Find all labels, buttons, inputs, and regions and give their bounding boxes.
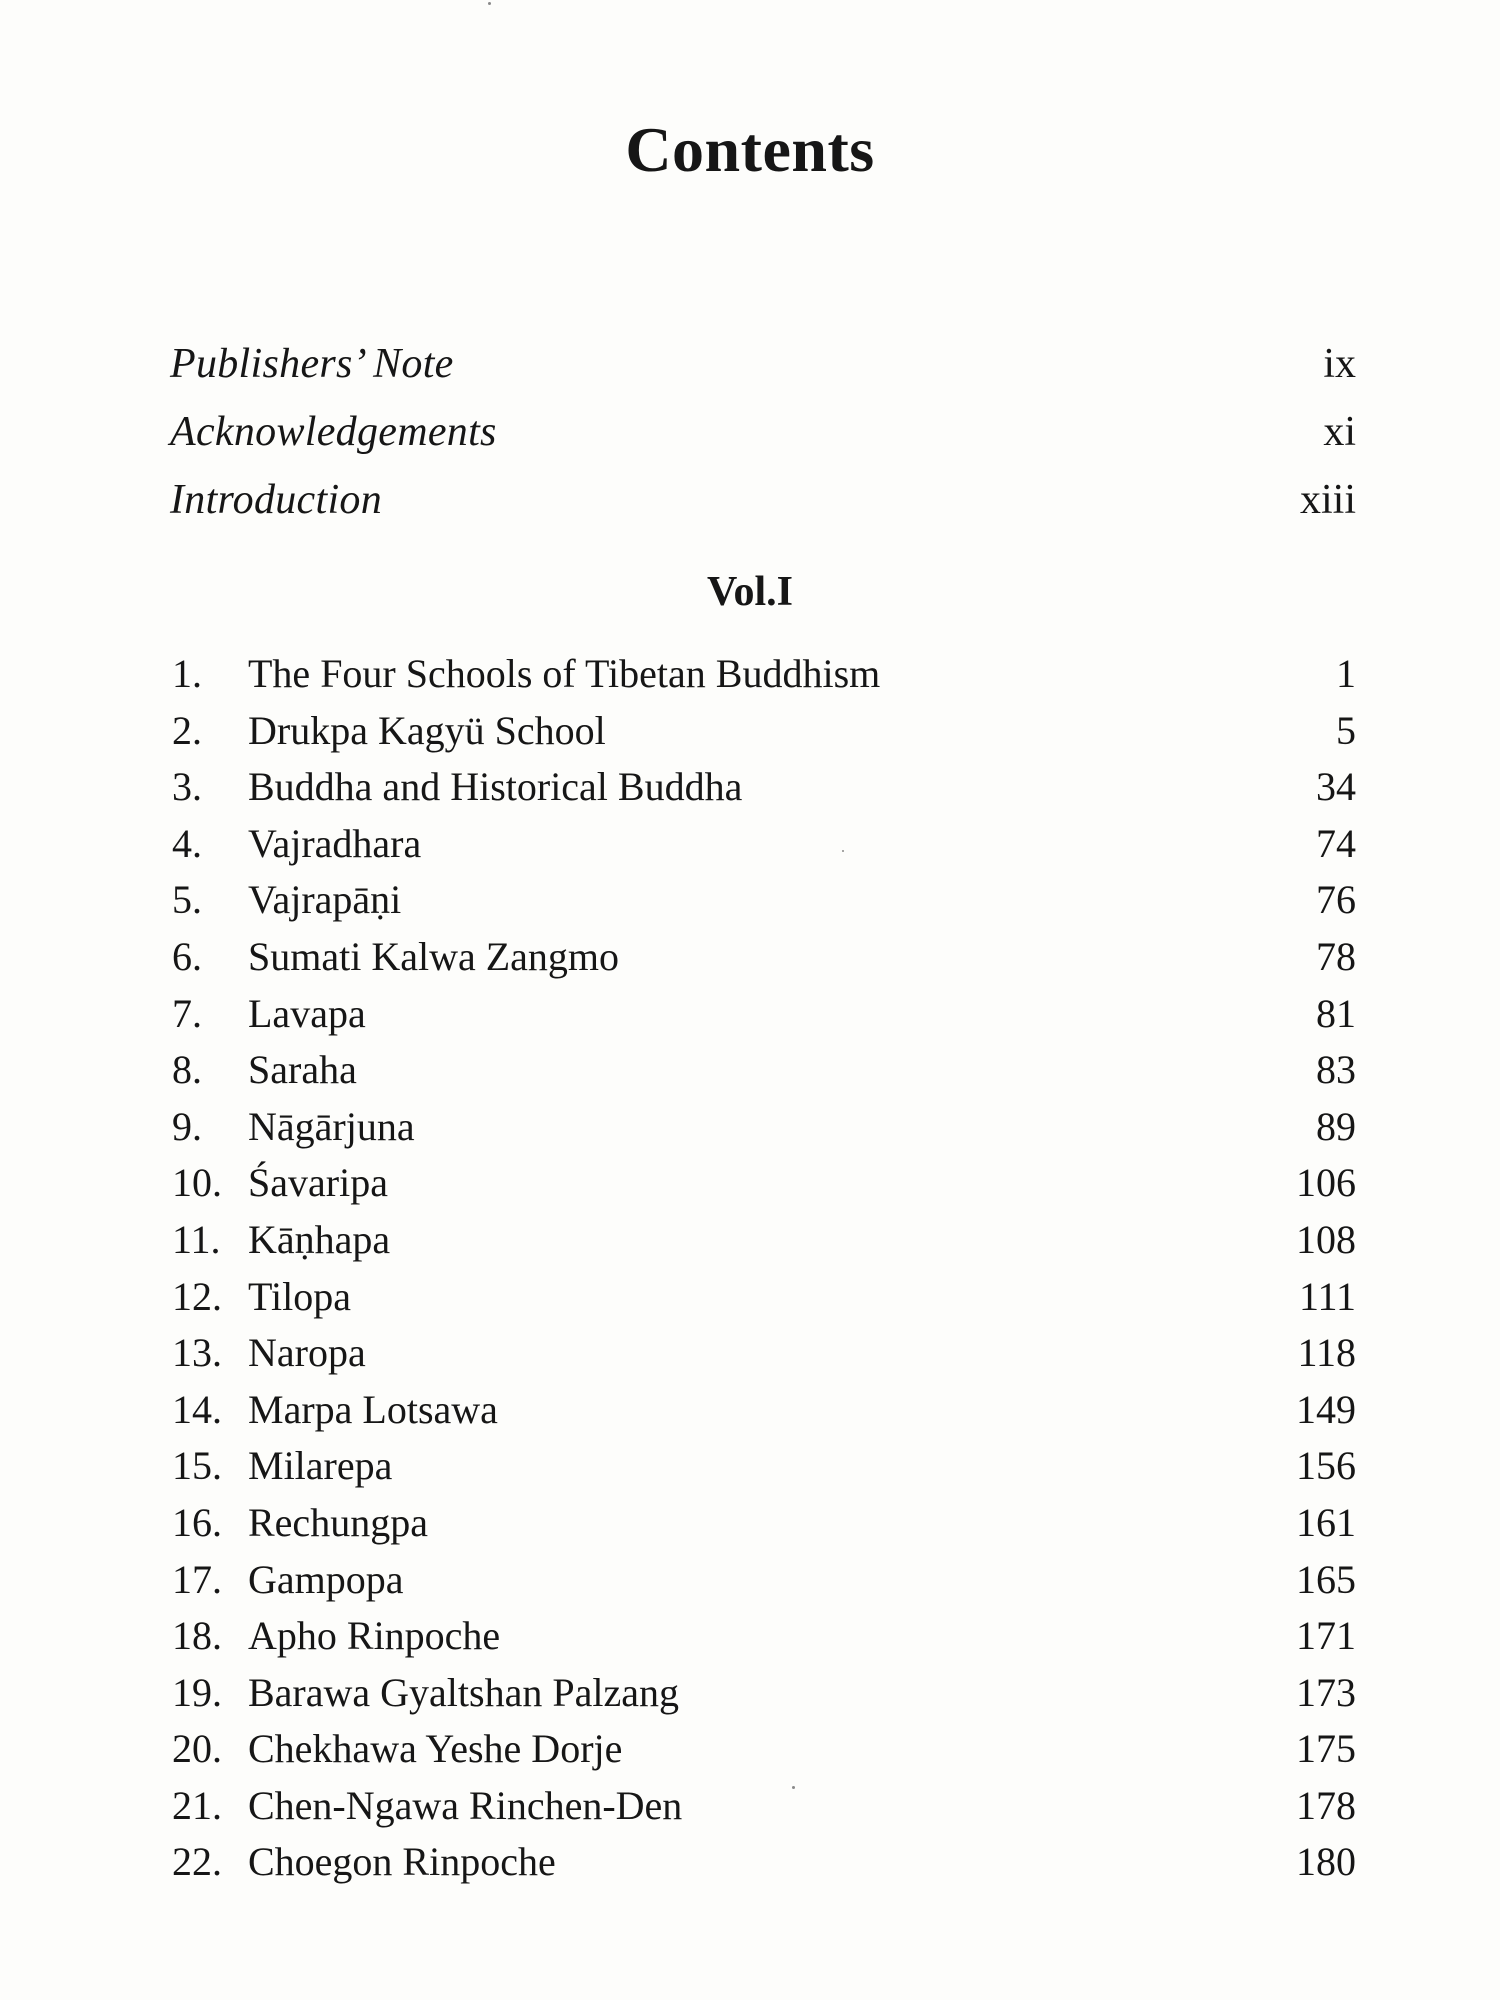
entry-number: 3.	[172, 764, 202, 810]
entry-title: Milarepa	[248, 1443, 393, 1489]
entry-title: Gampopa	[248, 1556, 404, 1602]
entry-number: 8.	[172, 1047, 202, 1093]
entry-number: 17.	[172, 1556, 222, 1602]
entry-number: 14.	[172, 1386, 222, 1432]
contents-entry	[172, 1608, 1356, 1665]
front-matter-row	[170, 398, 1356, 466]
entry-page-number: 78	[1316, 933, 1356, 979]
entry-title: Vajradhara	[248, 820, 422, 866]
entry-number: 13.	[172, 1330, 222, 1376]
entry-page-number: 89	[1316, 1103, 1356, 1149]
contents-entry	[172, 1325, 1356, 1382]
contents-entry	[172, 816, 1356, 873]
entry-page-number: 173	[1296, 1669, 1356, 1715]
entry-number: 19.	[172, 1669, 222, 1715]
entry-number: 18.	[172, 1613, 222, 1659]
entry-page-number: 156	[1296, 1443, 1356, 1489]
entry-number: 20.	[172, 1726, 222, 1772]
page-title: Contents	[625, 114, 875, 185]
entry-title: Apho Rinpoche	[248, 1613, 501, 1659]
entry-page-number: 149	[1296, 1386, 1356, 1432]
front-matter-row	[170, 466, 1356, 534]
contents-entry	[172, 703, 1356, 760]
entry-title: Saraha	[248, 1047, 357, 1093]
contents-entry	[172, 1778, 1356, 1835]
front-matter-page-number: xiii	[1299, 477, 1356, 523]
contents-entry	[172, 1665, 1356, 1722]
entry-title: Chen-Ngawa Rinchen-Den	[248, 1782, 683, 1828]
entry-title: Naropa	[248, 1330, 366, 1376]
entry-page-number: 81	[1316, 990, 1356, 1036]
entry-title: Kāṇhapa	[248, 1216, 391, 1262]
print-speck	[488, 2, 491, 5]
contents-entry	[172, 1552, 1356, 1609]
contents-entry	[172, 1721, 1356, 1778]
entry-title: Buddha and Historical Buddha	[248, 764, 743, 810]
entry-number: 16.	[172, 1499, 222, 1545]
entry-page-number: 1	[1336, 651, 1356, 696]
entry-number: 1.	[172, 651, 202, 696]
entry-page-number: 106	[1296, 1160, 1356, 1206]
entry-title: Barawa Gyaltshan Palzang	[248, 1669, 679, 1715]
entry-title: Śavaripa	[248, 1160, 388, 1206]
entry-title: Vajrapāṇi	[248, 877, 402, 923]
entry-page-number: 180	[1296, 1839, 1356, 1885]
entry-title: Choegon Rinpoche	[248, 1839, 556, 1885]
entry-page-number: 76	[1316, 877, 1356, 923]
front-matter-list	[170, 330, 1356, 534]
contents-entry	[172, 646, 1356, 703]
entry-number: 6.	[172, 933, 202, 979]
entry-page-number: 118	[1297, 1330, 1356, 1376]
entry-number: 2.	[172, 707, 202, 753]
entry-page-number: 178	[1296, 1782, 1356, 1828]
entry-number: 7.	[172, 990, 202, 1036]
entry-number: 10.	[172, 1160, 222, 1206]
front-matter-label: Acknowledgements	[170, 409, 497, 455]
entry-page-number: 111	[1298, 1273, 1356, 1319]
entry-number: 12.	[172, 1273, 222, 1319]
entry-page-number: 74	[1316, 820, 1356, 866]
entry-number: 15.	[172, 1443, 222, 1489]
contents-entry	[172, 1269, 1356, 1326]
front-matter-row	[170, 330, 1356, 398]
entry-title: Drukpa Kagyü School	[248, 707, 606, 753]
entry-page-number: 165	[1296, 1556, 1356, 1602]
contents-entry	[172, 1438, 1356, 1495]
entry-title: Tilopa	[248, 1273, 352, 1319]
entry-number: 9.	[172, 1103, 202, 1149]
entry-title: Lavapa	[248, 990, 366, 1036]
entry-number: 5.	[172, 877, 202, 923]
contents-list	[172, 646, 1356, 1891]
contents-entry	[172, 759, 1356, 816]
contents-entry	[172, 1382, 1356, 1439]
contents-entry	[172, 872, 1356, 929]
entry-title: Marpa Lotsawa	[248, 1386, 498, 1432]
contents-entry	[172, 1495, 1356, 1552]
entry-number: 21.	[172, 1782, 222, 1828]
volume-heading: Vol.I	[707, 569, 793, 615]
entry-page-number: 171	[1296, 1613, 1356, 1659]
contents-entry	[172, 986, 1356, 1043]
entry-title: The Four Schools of Tibetan Buddhism	[248, 651, 881, 696]
entry-title: Nāgārjuna	[248, 1103, 415, 1149]
contents-entry	[172, 1834, 1356, 1891]
front-matter-page-number: xi	[1323, 409, 1356, 455]
entry-page-number: 83	[1316, 1047, 1356, 1093]
entry-number: 11.	[172, 1216, 221, 1262]
entry-page-number: 108	[1296, 1216, 1356, 1262]
entry-page-number: 5	[1336, 707, 1356, 753]
contents-entry	[172, 1042, 1356, 1099]
contents-entry	[172, 1212, 1356, 1269]
entry-number: 22.	[172, 1839, 222, 1885]
contents-entry	[172, 929, 1356, 986]
entry-page-number: 161	[1296, 1499, 1356, 1545]
entry-title: Sumati Kalwa Zangmo	[248, 933, 620, 979]
entry-title: Rechungpa	[248, 1499, 428, 1545]
entry-page-number: 34	[1316, 764, 1356, 810]
front-matter-page-number: ix	[1323, 341, 1356, 387]
entry-title: Chekhawa Yeshe Dorje	[248, 1726, 623, 1772]
entry-number: 4.	[172, 820, 202, 866]
front-matter-label: Publishers’ Note	[170, 341, 454, 387]
front-matter-label: Introduction	[170, 477, 383, 523]
entry-page-number: 175	[1296, 1726, 1356, 1772]
contents-entry	[172, 1099, 1356, 1156]
contents-entry	[172, 1155, 1356, 1212]
